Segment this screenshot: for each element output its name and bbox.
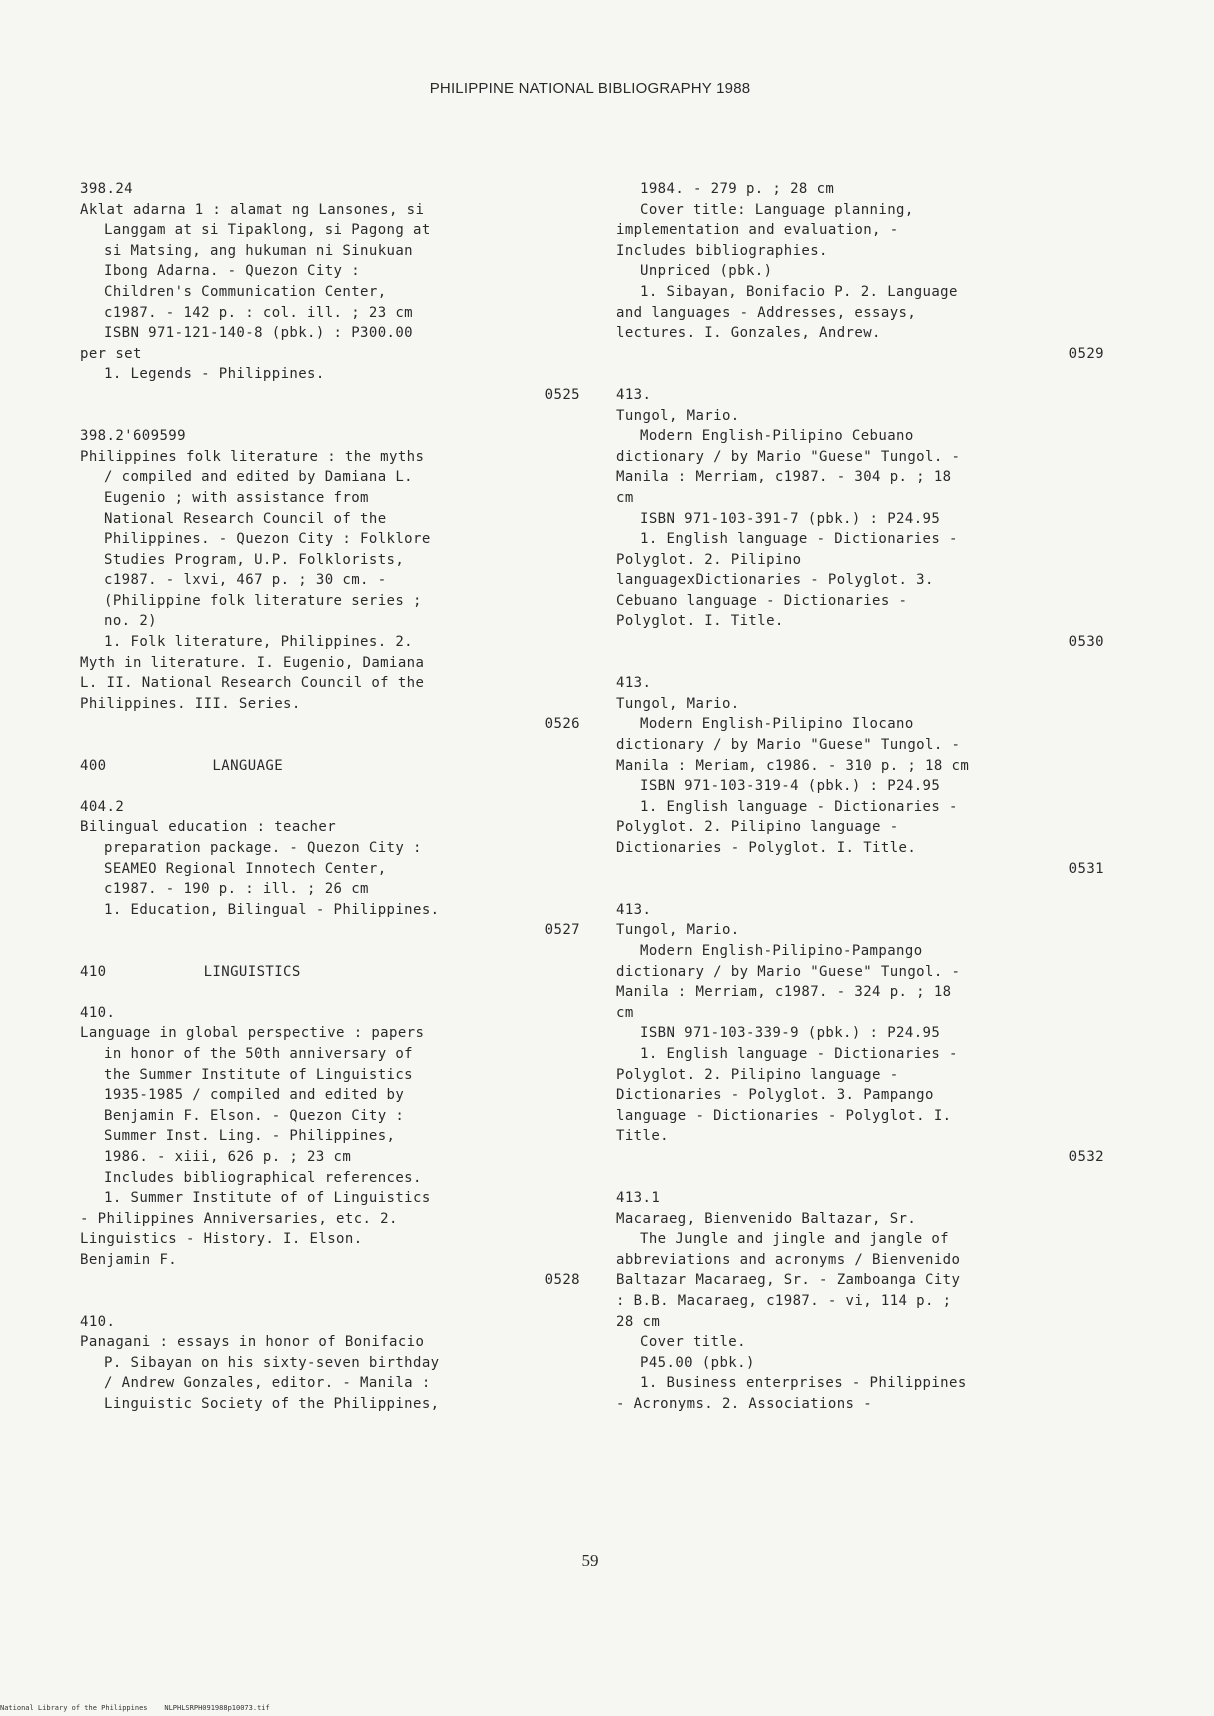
entry-line: / compiled and edited by Damiana L.: [104, 469, 414, 486]
bibliography-entry: [80, 1003, 580, 1291]
entry-line: Polyglot. 2. Pilipino language -: [616, 819, 899, 836]
entry-line: Dictionaries - Polyglot. I. Title.: [616, 840, 917, 856]
entry-line: abbreviations and acronyms / Bienvenido: [616, 1251, 961, 1268]
entry-line: Tungol, Mario.: [616, 922, 740, 939]
entry-line: preparation package. - Quezon City :: [104, 840, 422, 856]
entry-line: 1. English language - Dictionaries -: [640, 531, 958, 548]
entry-line: - Philippines Anniversaries, etc. 2.: [80, 1210, 398, 1227]
entry-line: per set: [80, 345, 142, 362]
entry-line: 404.2: [80, 798, 125, 815]
entry-line: no. 2): [104, 613, 157, 630]
bibliography-entry: [616, 900, 1104, 1168]
entry-line: 1. Business enterprises - Philippines: [640, 1375, 967, 1392]
entry-line: ISBN 971-103-391-7 (pbk.) : P24.95: [640, 510, 941, 527]
entry-line: Philippines. - Quezon City : Folklore: [104, 531, 431, 548]
entry-line: Polyglot. 2. Pilipino language -: [616, 1066, 899, 1083]
entry-line: Benjamin F.: [80, 1251, 178, 1268]
entry-line: Modern English-Pilipino Ilocano: [640, 716, 914, 733]
entry-line: Title.: [616, 1128, 669, 1145]
entry-number: 0528: [544, 1272, 580, 1289]
entry-line: 1. Folk literature, Philippines. 2.: [104, 634, 414, 651]
entry-line: The Jungle and jingle and jangle of: [640, 1231, 950, 1248]
entry-line: 1. English language - Dictionaries -: [640, 1045, 958, 1062]
bibliography-entry: [616, 1188, 1104, 1415]
entry-line: Benjamin F. Elson. - Quezon City :: [104, 1107, 405, 1124]
entry-number: 0529: [1068, 345, 1104, 362]
bibliography-entry: [616, 385, 1104, 653]
entry-line: 1984. - 279 p. ; 28 cm: [640, 181, 835, 197]
entry-line: ISBN 971-103-319-4 (pbk.) : P24.95: [640, 778, 941, 795]
entry-line: 28 cm: [616, 1313, 661, 1330]
left-column: [80, 179, 580, 1435]
entry-line: in honor of the 50th anniversary of: [104, 1045, 414, 1062]
entry-number: 0530: [1068, 634, 1104, 651]
entry-number: 0531: [1068, 860, 1104, 877]
entry-line: dictionary / by Mario "Guese" Tungol. -: [616, 737, 961, 754]
section-heading: 410 LINGUISTICS: [80, 963, 301, 980]
entry-line: Includes bibliographies.: [616, 242, 828, 259]
bibliography-entry: [616, 179, 1104, 364]
entry-line: National Research Council of the: [104, 510, 387, 527]
entry-line: Cebuano language - Dictionaries -: [616, 592, 908, 609]
entry-line: Ibong Adarna. - Quezon City :: [104, 263, 361, 280]
entry-number: 0525: [544, 386, 580, 403]
entry-line: 410.: [80, 1313, 116, 1330]
entry-line: Myth in literature. I. Eugenio, Damiana: [80, 654, 425, 671]
entry-line: languagexDictionaries - Polyglot. 3.: [616, 572, 934, 589]
entry-line: lectures. I. Gonzales, Andrew.: [616, 325, 881, 342]
entry-line: P45.00 (pbk.): [640, 1354, 755, 1371]
entry-line: Cover title.: [640, 1334, 746, 1351]
entry-line: 1. Summer Institute of of Linguistics: [104, 1190, 431, 1207]
entry-line: 413.: [616, 386, 652, 403]
entry-line: 413.: [616, 901, 652, 918]
entry-line: Tungol, Mario.: [616, 407, 740, 424]
entry-line: cm: [616, 1004, 634, 1021]
entry-line: Linguistic Society of the Philippines,: [104, 1396, 440, 1413]
entry-line: Manila : Merriam, c1987. - 304 p. ; 18: [616, 469, 952, 486]
section-heading: 400 LANGUAGE: [80, 757, 284, 774]
entry-line: dictionary / by Mario "Guese" Tungol. -: [616, 448, 961, 465]
entry-line: Manila : Merriam, c1987. - 324 p. ; 18: [616, 984, 952, 1001]
entry-number: 0532: [1068, 1148, 1104, 1165]
entry-line: Panagani : essays in honor of Bonifacio: [80, 1334, 425, 1351]
bibliography-entry: [616, 673, 1104, 879]
page-header: PHILIPPINE NATIONAL BIBLIOGRAPHY 1988: [429, 80, 751, 97]
entry-line: 1935-1985 / compiled and edited by: [104, 1087, 405, 1104]
entry-line: Manila : Meriam, c1986. - 310 p. ; 18 cm: [616, 757, 970, 774]
entry-line: Studies Program, U.P. Folklorists,: [104, 551, 405, 568]
page-number: 59: [581, 1551, 599, 1570]
entry-line: 410.: [80, 1004, 116, 1021]
entry-line: Language in global perspective : papers: [80, 1025, 425, 1042]
entry-line: Macaraeg, Bienvenido Baltazar, Sr.: [616, 1210, 917, 1227]
bibliography-entry: [80, 1312, 580, 1415]
entry-line: Baltazar Macaraeg, Sr. - Zamboanga City: [616, 1272, 961, 1289]
entry-line: 1. English language - Dictionaries -: [640, 798, 958, 815]
entry-line: 398.24: [80, 181, 133, 197]
entry-line: P. Sibayan on his sixty-seven birthday: [104, 1354, 440, 1371]
entry-line: Dictionaries - Polyglot. 3. Pampango: [616, 1087, 934, 1104]
entry-line: si Matsing, ang hukuman ni Sinukuan: [104, 242, 414, 259]
entry-line: (Philippine folk literature series ;: [104, 592, 422, 609]
entry-line: Philippines. III. Series.: [80, 695, 301, 712]
bibliography-entry: [80, 797, 580, 941]
entry-line: Unpriced (pbk.): [640, 263, 773, 280]
entry-line: Aklat adarna 1 : alamat ng Lansones, si: [80, 201, 425, 218]
bibliography-entry: [80, 426, 580, 735]
entry-line: Children's Communication Center,: [104, 283, 387, 300]
entry-line: language - Dictionaries - Polyglot. I.: [616, 1107, 952, 1124]
entry-line: the Summer Institute of Linguistics: [104, 1066, 414, 1083]
entry-line: Modern English-Pilipino Cebuano: [640, 428, 914, 445]
entry-line: Polyglot. 2. Pilipino: [616, 551, 802, 568]
entry-line: c1987. - 142 p. : col. ill. ; 23 cm: [104, 304, 414, 321]
entry-line: 1986. - xiii, 626 p. ; 23 cm: [104, 1148, 352, 1165]
footer-caption: National Library of the Philippines NLPHLSRPH091988p10073.tif: [0, 1704, 270, 1712]
entry-line: L. II. National Research Council of the: [80, 675, 425, 692]
entry-number: 0526: [544, 716, 580, 733]
entry-line: Summer Inst. Ling. - Philippines,: [104, 1128, 396, 1145]
entry-line: Modern English-Pilipino-Pampango: [640, 942, 923, 959]
entry-line: Philippines folk literature : the myths: [80, 448, 425, 465]
entry-line: cm: [616, 489, 634, 506]
entry-line: SEAMEO Regional Innotech Center,: [104, 860, 387, 877]
right-column: [616, 179, 1104, 1435]
entry-line: and languages - Addresses, essays,: [616, 304, 917, 321]
entry-line: Eugenio ; with assistance from: [104, 489, 369, 506]
entry-line: Bilingual education : teacher: [80, 819, 337, 836]
entry-line: Polyglot. I. Title.: [616, 613, 784, 630]
entry-number: 0527: [544, 922, 580, 939]
entry-line: 1. Legends - Philippines.: [104, 366, 325, 383]
entry-line: Langgam at si Tipaklong, si Pagong at: [104, 222, 431, 239]
entry-line: : B.B. Macaraeg, c1987. - vi, 114 p. ;: [616, 1293, 952, 1310]
entry-line: c1987. - lxvi, 467 p. ; 30 cm. -: [104, 572, 387, 589]
entry-line: - Acronyms. 2. Associations -: [616, 1396, 873, 1413]
entry-line: Includes bibliographical references.: [104, 1169, 422, 1186]
bibliography-entry: [80, 179, 580, 406]
entry-line: ISBN 971-103-339-9 (pbk.) : P24.95: [640, 1025, 941, 1042]
entry-line: dictionary / by Mario "Guese" Tungol. -: [616, 963, 961, 980]
entry-line: / Andrew Gonzales, editor. - Manila :: [104, 1375, 431, 1392]
entry-line: 1. Sibayan, Bonifacio P. 2. Language: [640, 283, 958, 300]
entry-line: 1. Education, Bilingual - Philippines.: [104, 901, 440, 918]
entry-line: 398.2'609599: [80, 428, 186, 445]
entry-line: 413.1: [616, 1190, 661, 1207]
entry-line: c1987. - 190 p. : ill. ; 26 cm: [104, 881, 369, 898]
entry-line: 413.: [616, 675, 652, 692]
entry-line: Linguistics - History. I. Elson.: [80, 1231, 363, 1248]
entry-line: ISBN 971-121-140-8 (pbk.) : P300.00: [104, 325, 414, 342]
entry-line: implementation and evaluation, -: [616, 222, 899, 239]
entry-line: Tungol, Mario.: [616, 695, 740, 712]
entry-line: Cover title: Language planning,: [640, 201, 914, 218]
